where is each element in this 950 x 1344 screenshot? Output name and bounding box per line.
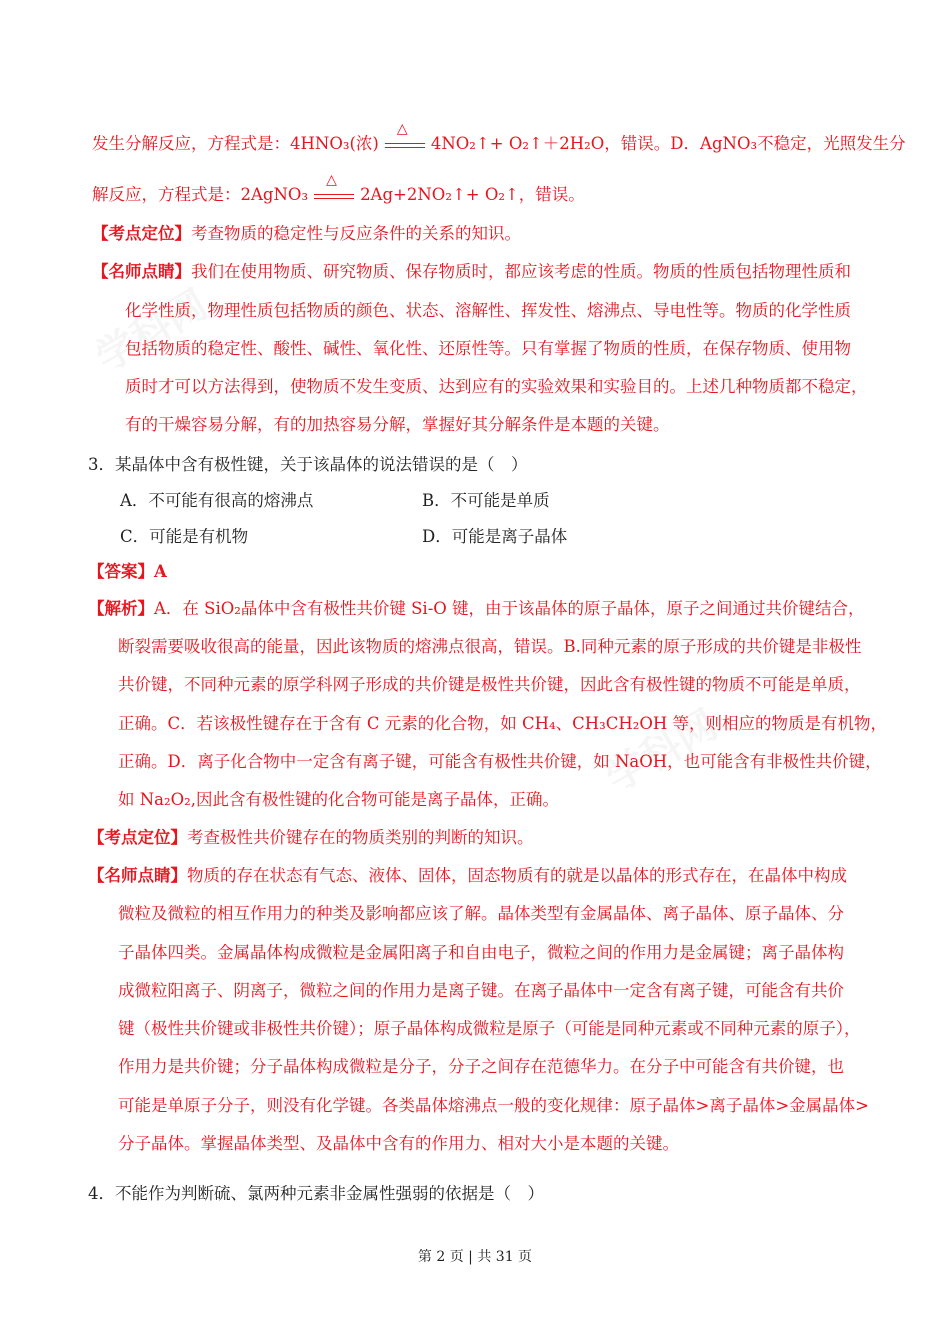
text-line: 键（极性共价键或非极性共价键）；原子晶体构成微粒是原子（可能是同种元素或不同种元素的原子），: [118, 1019, 861, 1038]
text-line: 可能是单原子分子，则没有化学键。各类晶体熔沸点一般的变化规律：原子晶体>离子晶体>金属晶体>: [118, 1096, 869, 1115]
equation-line-2: [92, 171, 585, 206]
text-line: 如 Na₂O₂,因此含有极性键的化合物可能是离子晶体，正确。: [118, 790, 560, 809]
text: 考查物质的稳定性与反应条件的关系的知识。: [191, 224, 521, 243]
tag: 【名师点睛】: [88, 866, 187, 885]
text: A．在 SiO₂晶体中含有极性共价键 Si-O 键，由于该晶体的原子晶体，原子之间通过共价键结合，: [154, 599, 865, 618]
question-stem: 3．某晶体中含有极性键，关于该晶体的说法错误的是（ ）: [88, 455, 528, 474]
heat-symbol: △: [396, 120, 408, 137]
question-stem: 4．不能作为判断硫、氯两种元素非金属性强弱的依据是（ ）: [88, 1184, 544, 1203]
answer: [88, 562, 167, 582]
kaodian-1: [92, 224, 521, 244]
tag: 【考点定位】: [92, 224, 191, 243]
kaodian-2: [88, 828, 534, 848]
text-line: 作用力是共价键；分子晶体构成微粒是分子，分子之间存在范德华力。在分子中可能含有共价键，也: [118, 1057, 844, 1076]
equation-line-1: [92, 120, 906, 155]
mingshi-2: [88, 866, 847, 886]
tag: 【解析】: [88, 599, 154, 618]
text: 2Ag+2NO₂↑+ O₂↑，错误。: [360, 185, 585, 204]
text-line: 包括物质的稳定性、酸性、碱性、氧化性、还原性等。只有掌握了物质的性质，在保存物质、使用物: [125, 339, 851, 358]
heat-symbol: △: [326, 171, 337, 188]
heat-arrow-icon: [385, 120, 425, 155]
text-line: 正确。C．若该极性键存在于含有 C 元素的化合物，如 CH₄、CH₃CH₂OH 等，则相应的物质是有机物，: [118, 714, 888, 733]
text-line: 共价键，不同种元素的原学科网子形成的共价键是极性共价键，因此含有极性键的物质不可能是单质，: [118, 675, 861, 694]
watermark: 学科网: [87, 280, 216, 382]
text: 我们在使用物质、研究物质、保存物质时，都应该考虑的性质。物质的性质包括物理性质和: [191, 262, 851, 281]
option-b: B．不可能是单质: [422, 491, 550, 510]
jiexi: [88, 599, 865, 619]
text: 解反应，方程式是：2AgNO₃: [92, 185, 309, 204]
text-line: 成微粒阳离子、阴离子，微粒之间的作用力是离子键。在离子晶体中一定含有离子键，可能含有共价: [118, 981, 844, 1000]
text-line: 有的干燥容易分解，有的加热容易分解，掌握好其分解条件是本题的关键。: [125, 415, 670, 434]
mingshi-1: [92, 262, 851, 282]
tag: 【答案】: [88, 562, 154, 581]
answer-value: A: [154, 562, 167, 581]
option-c: C．可能是有机物: [120, 527, 249, 546]
text-line: 化学性质，物理性质包括物质的颜色、状态、溶解性、挥发性、熔沸点、导电性等。物质的化学性质: [125, 301, 851, 320]
text: 物质的存在状态有气态、液体、固体，固态物质有的就是以晶体的形式存在，在晶体中构成: [187, 866, 847, 885]
text: 考查极性共价键存在的物质类别的判断的知识。: [187, 828, 534, 847]
text-line: 质时才可以方法得到，使物质不发生变质、达到应有的实验效果和实验目的。上述几种物质都不稳定，: [125, 377, 868, 396]
option-d: D．可能是离子晶体: [422, 527, 568, 546]
text-line: 微粒及微粒的相互作用力的种类及影响都应该了解。晶体类型有金属晶体、离子晶体、原子晶体、分: [118, 904, 844, 923]
text: 4NO₂↑+ O₂↑＋2H₂O，错误。D．AgNO₃不稳定，光照发生分: [430, 134, 906, 153]
page-footer: 第 2 页 | 共 31 页: [417, 1249, 533, 1265]
heat-arrow-icon: [314, 171, 354, 206]
tag: 【名师点睛】: [92, 262, 191, 281]
option-a: A．不可能有很高的熔沸点: [120, 491, 314, 510]
text-line: 断裂需要吸收很高的能量，因此该物质的熔沸点很高，错误。B.同种元素的原子形成的共价键是非极性: [118, 637, 862, 656]
text-line: 子晶体四类。金属晶体构成微粒是金属阳离子和自由电子，微粒之间的作用力是金属键；离子晶体构: [118, 943, 844, 962]
tag: 【考点定位】: [88, 828, 187, 847]
text: 发生分解反应，方程式是：4HNO₃(浓): [92, 134, 379, 153]
text-line: 正确。D．离子化合物中一定含有离子键，可能含有极性共价键，如 NaOH，也可能含有非极性共价键，: [118, 752, 882, 771]
watermark: 学科网: [597, 700, 726, 802]
text-line: 分子晶体。掌握晶体类型、及晶体中含有的作用力、相对大小是本题的关键。: [118, 1134, 679, 1153]
